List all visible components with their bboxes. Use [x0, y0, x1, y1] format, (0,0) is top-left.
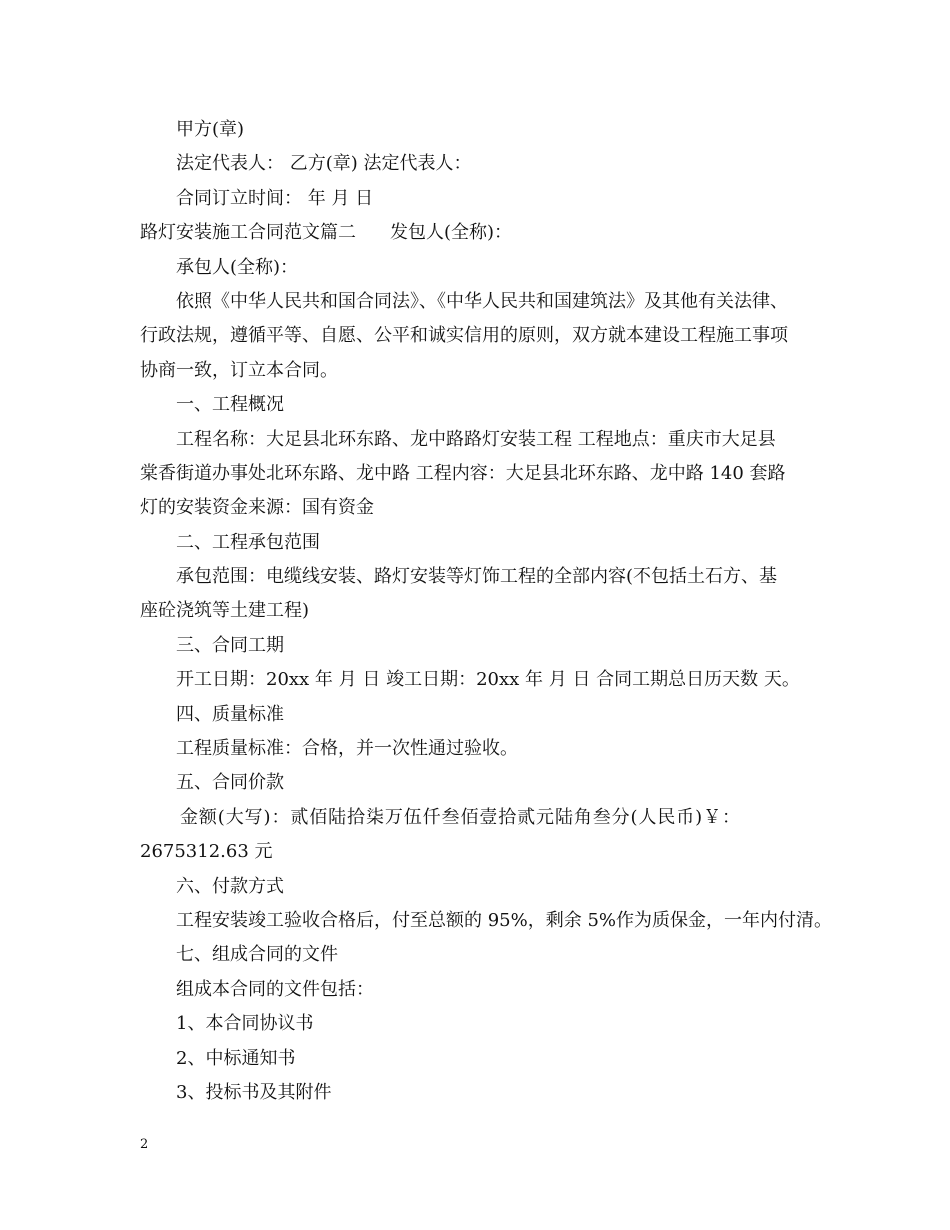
paragraph-line: 灯的安装资金来源：国有资金	[140, 497, 374, 519]
section-heading-line	[140, 216, 830, 250]
party-a-seal: 甲方(章)	[176, 119, 245, 140]
article-title: 路灯安装施工合同范文篇二	[140, 222, 356, 244]
paragraph-line: 承包范围：电缆线安装、路灯安装等灯饰工程的全部内容(不包括土石方、基	[176, 566, 778, 588]
section-heading: 七、组成合同的文件	[176, 944, 338, 966]
section-heading: 四、质量标准	[176, 703, 284, 725]
paragraph-line: 工程名称：大足县北环东路、龙中路路灯安装工程 工程地点：重庆市大足县	[176, 428, 776, 450]
paragraph-line: 依照《中华人民共和国合同法》、《中华人民共和国建筑法》及其他有关法律、	[176, 290, 788, 312]
legal-representatives-line: 法定代表人： 乙方(章) 法定代表人：	[176, 153, 472, 175]
paragraph-line: 组成本合同的文件包括：	[176, 978, 374, 1000]
paragraph-line: 工程安装竣工验收合格后，付至总额的 95%，剩余 5%作为质保金，一年内付清。	[176, 909, 833, 931]
section-heading: 一、工程概况	[176, 394, 284, 416]
paragraph-line: 协商一致，订立本合同。	[140, 359, 338, 381]
section-heading: 六、付款方式	[176, 875, 284, 897]
page-number: 2	[140, 1137, 149, 1152]
document-body	[140, 113, 833, 1110]
section-heading: 三、合同工期	[176, 634, 284, 656]
list-item: 2、中标通知书	[176, 1047, 296, 1069]
paragraph-line: 棠香街道办事处北环东路、龙中路 工程内容：大足县北环东路、龙中路 140 套路	[140, 462, 786, 484]
list-item: 3、投标书及其附件	[176, 1081, 332, 1103]
list-item: 1、本合同协议书	[176, 1013, 314, 1035]
employer-name-label: 发包人(全称)：	[390, 222, 513, 244]
section-heading: 二、工程承包范围	[176, 531, 320, 553]
section-heading: 五、合同价款	[176, 772, 284, 794]
contractor-name-label: 承包人(全称)：	[176, 256, 299, 278]
paragraph-line: 工程质量标准：合格，并一次性通过验收。	[176, 738, 518, 760]
paragraph-line: 开工日期：20xx 年 月 日 竣工日期：20xx 年 月 日 合同工期总日历天数 天。	[176, 669, 800, 691]
contract-date-line: 合同订立时间： 年 月 日	[176, 187, 374, 209]
amount-in-figures-line: 2675312.63 元	[140, 841, 273, 863]
paragraph-line: 行政法规，遵循平等、自愿、公平和诚实信用的原则，双方就本建设工程施工事项	[140, 325, 788, 347]
paragraph-line: 座砼浇筑等土建工程)	[140, 600, 310, 622]
amount-in-words-line: 金额(大写)：贰佰陆拾柒万伍仟叁佰壹拾贰元陆角叁分(人民币)￥：	[180, 806, 741, 828]
